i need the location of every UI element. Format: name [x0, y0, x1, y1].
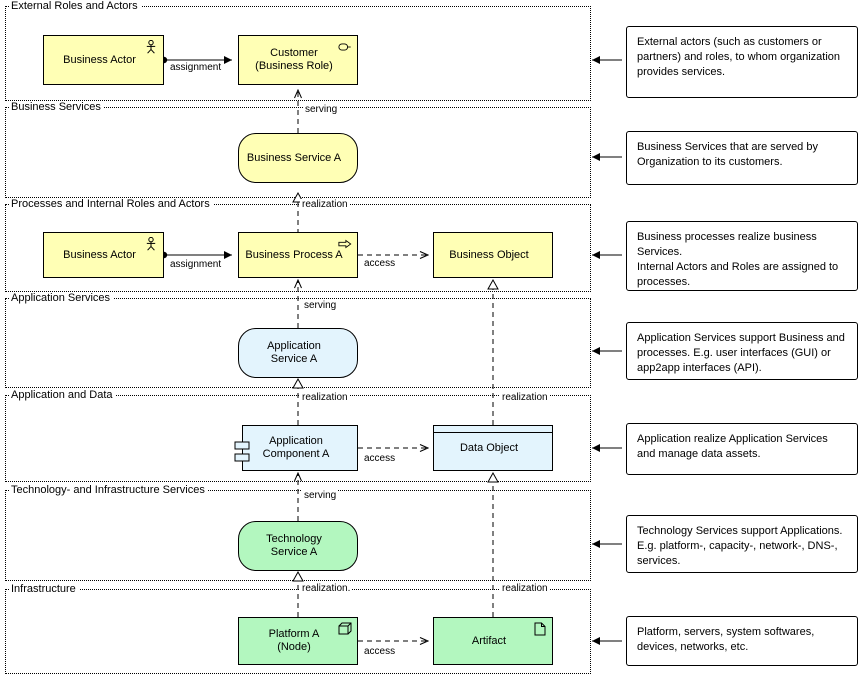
node-label: Artifact	[471, 634, 507, 647]
node-label: Technology Service A	[266, 533, 322, 558]
layer-label-business-services: Business Services	[9, 101, 104, 113]
note-processes	[626, 221, 858, 291]
layer-label-infrastructure: Infrastructure	[9, 583, 79, 595]
note-text: Technology Services support Applications. E.g. platform-, capacity-, network-, DNS-, services.	[637, 525, 843, 567]
note-external-actors	[626, 26, 858, 98]
actor-icon	[144, 40, 158, 54]
node-label: Business Object	[449, 248, 529, 261]
node-label: Business Service A	[246, 151, 342, 164]
node-label: Business Process A	[245, 248, 343, 261]
node-label: Business Actor	[63, 248, 136, 261]
node-business-process-a[interactable]	[238, 232, 358, 278]
actor-icon	[144, 237, 158, 251]
component-icon	[234, 440, 252, 464]
node-label: Platform A (Node)	[268, 628, 320, 653]
layer-label-application-and-data: Application and Data	[9, 389, 116, 401]
process-arrow-icon	[338, 237, 352, 251]
node-business-service-a[interactable]	[238, 133, 358, 183]
node-label: Business Actor	[63, 53, 136, 66]
node-business-actor-2[interactable]	[43, 232, 164, 278]
layer-label-application-services: Application Services	[9, 292, 113, 304]
note-application-services	[626, 322, 858, 380]
note-business-services	[626, 131, 858, 185]
note-application-data	[626, 423, 858, 475]
edge-label-assignment-2: assignment	[170, 259, 222, 270]
node-label: Application Component A	[262, 435, 330, 460]
node-customer-business-role[interactable]	[238, 35, 358, 85]
edge-label-access-2: access	[364, 453, 396, 464]
edge-label-serving-2: serving	[304, 300, 337, 311]
note-text: Business Services that are served by Organization to its customers.	[637, 141, 818, 168]
document-icon	[533, 622, 547, 636]
edge-label-realization-2: realization	[302, 392, 348, 403]
node-box-icon	[338, 622, 352, 636]
edge-label-assignment-1: assignment	[170, 62, 222, 73]
edge-label-realization-3: realization	[502, 392, 548, 403]
note-text: Application Services support Business and processes. E.g. user interfaces (GUI) or app2app interfaces (API).	[637, 332, 845, 374]
role-icon	[338, 40, 352, 54]
data-object-header-bar	[433, 425, 553, 433]
note-text: Business processes realize business Services. Internal Actors and Roles are assigned to processes.	[637, 231, 839, 288]
node-business-object[interactable]	[433, 232, 553, 278]
node-label: Application Service A	[267, 340, 321, 365]
note-technology-services	[626, 515, 858, 573]
node-technology-service-a[interactable]	[238, 521, 358, 571]
node-artifact[interactable]	[433, 617, 553, 665]
edge-label-access-3: access	[364, 646, 396, 657]
node-application-component-a[interactable]	[242, 425, 358, 471]
note-infrastructure	[626, 616, 858, 666]
layer-label-external-roles-and-actors: External Roles and Actors	[9, 0, 141, 12]
layer-label-technology-and-infrastructure-services: Technology- and Infrastructure Services	[9, 484, 208, 496]
node-platform-a[interactable]	[238, 617, 358, 665]
edge-label-access-1: access	[364, 258, 396, 269]
edge-label-serving-3: serving	[304, 490, 337, 501]
note-text: External actors (such as customers or partners) and roles, to whom organization provides services.	[637, 36, 840, 78]
node-business-actor-1[interactable]	[43, 35, 164, 85]
edge-label-realization-1: realization	[302, 199, 348, 210]
layer-label-processes-and-internal-roles: Processes and Internal Roles and Actors	[9, 198, 213, 210]
edge-label-realization-4: realization.	[302, 583, 351, 594]
note-text: Platform, servers, system softwares, devices, networks, etc.	[637, 626, 815, 653]
note-text: Application realize Application Services and manage data assets.	[637, 433, 828, 460]
node-label: Customer (Business Role)	[255, 47, 333, 72]
node-label: Data Object	[459, 441, 519, 454]
node-application-service-a[interactable]	[238, 328, 358, 378]
edge-label-realization-5: realization	[502, 583, 548, 594]
edge-label-serving-1: serving	[305, 104, 338, 115]
